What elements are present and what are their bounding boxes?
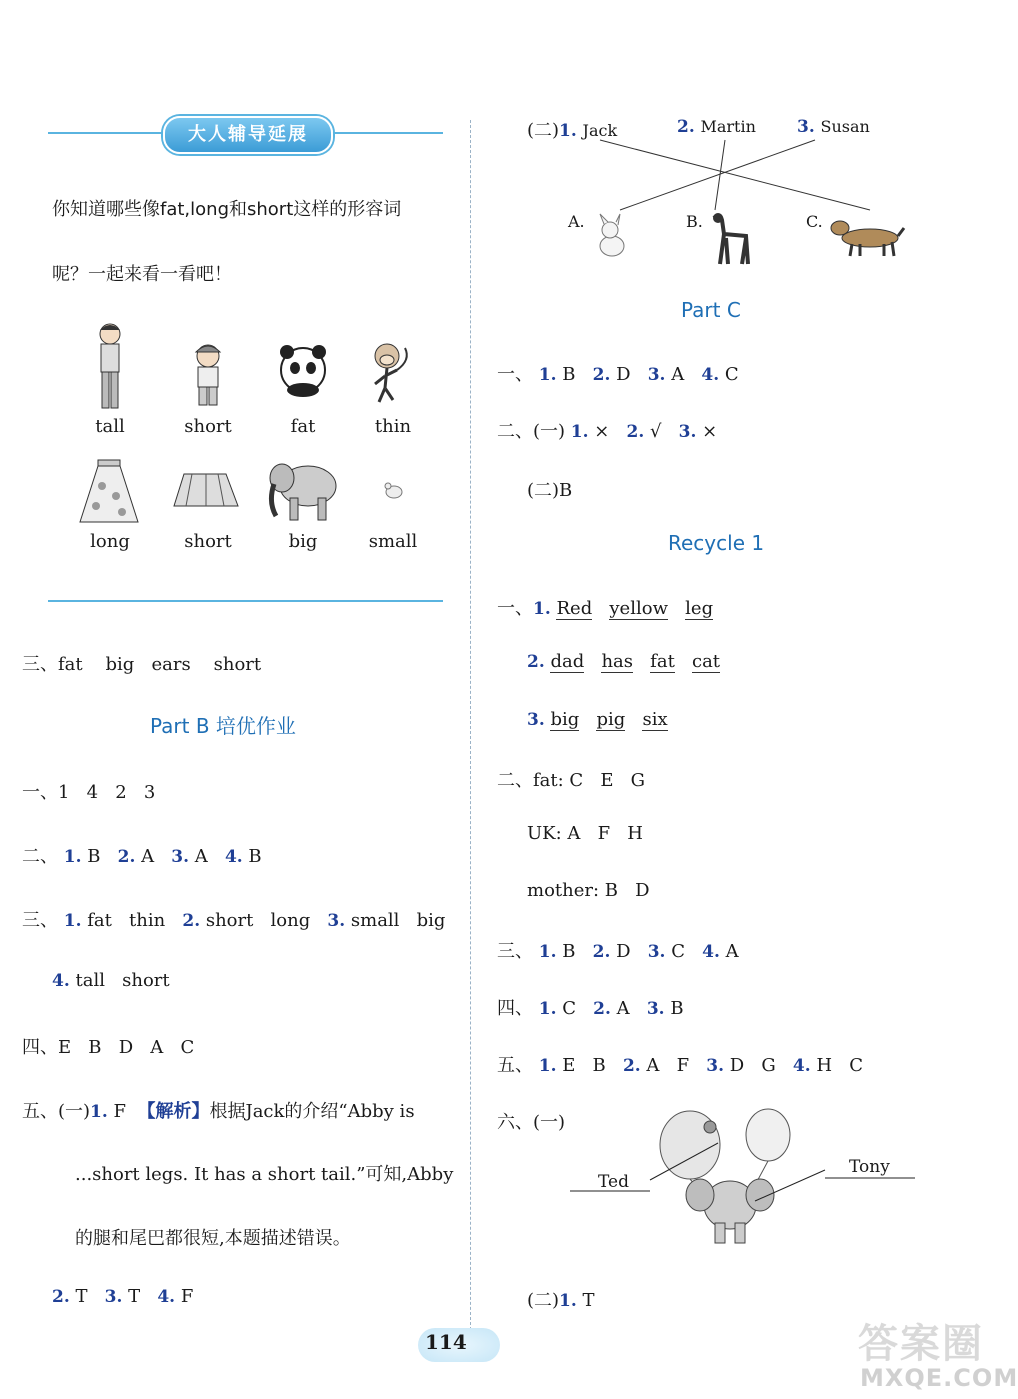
r-liu: 六、(一) [497,1112,566,1133]
left-san2-line2: 4. tall short [52,970,170,991]
r-wu: 五、 1. E B 2. A F 3. D G 4. H C [497,1055,864,1076]
word-short-1: short [184,416,232,437]
left-wu: 五、(一)1. F 【解析】根据Jack的介绍“Abby is [22,1101,415,1122]
left-si: 四、E B D A C [22,1037,195,1058]
r-er2: UK: A F H [527,823,643,844]
r-liu2: (二)1. T [527,1290,595,1311]
small-dog-illustration [592,212,632,264]
monkey-illustration [365,340,415,405]
intro-line-1: 你知道哪些像fat,long和short这样的形容词 [52,199,402,220]
intro-line-2: 呢？一起来看一看吧！ [52,264,232,285]
word-big: big [288,531,318,552]
c-er: 二、(一) 1. × 2. √ 3. × [497,421,718,442]
r-yi2: 2. dad has fat cat [527,651,721,672]
partc-title: Part C [681,298,741,322]
left-wu-line2: ...short legs. It has a short tail.”可知,Abby [75,1164,454,1185]
watermark-url: MXQE.COM [860,1364,1018,1392]
short-skirt-illustration [172,470,240,510]
c-er2: (二)B [527,480,573,501]
r-er1: 二、fat: C E G [497,770,646,791]
word-small: small [368,531,418,552]
match-name-martin: 2. Martin [677,117,756,137]
small-mouse-illustration [382,478,406,502]
r-yi3: 3. big pig six [527,709,668,730]
column-divider [470,120,471,1350]
banner-bottom-line [48,600,443,602]
recycle-title: Recycle 1 [668,531,765,555]
long-dog-illustration [826,212,906,262]
word-short-2: short [184,531,232,552]
banner-title: 大人辅导延展 [163,116,333,154]
word-long: long [90,531,130,552]
match-letter-a: A. [568,212,585,231]
r-er3: mother: B D [527,880,650,901]
match-prefix: (二)1. Jack [527,120,618,141]
word-fat: fat [290,416,316,437]
matching-lines [590,135,880,215]
tall-boy-illustration [90,322,130,412]
left-san2: 三、 1. fat thin 2. short long 3. small big [22,910,446,931]
r-yi1: 一、1. Red yellow leg [497,598,714,619]
panda-illustration [275,340,335,400]
elephant-illustration [268,458,344,522]
tall-dog-illustration [706,208,756,266]
page-number: 114 [425,1330,467,1354]
label-ted: Ted [598,1172,629,1192]
watermark-logo: 答案圈 [858,1321,984,1367]
partb-title: Part B 培优作业 [150,714,296,738]
left-er: 二、 1. B 2. A 3. A 4. B [22,846,262,867]
r-si: 四、 1. C 2. A 3. B [497,998,684,1019]
short-boy-illustration [188,340,228,410]
left-san: 三、fat big ears short [22,654,262,675]
left-yi: 一、1 4 2 3 [22,782,156,803]
left-wu-line3: 的腿和尾巴都很短,本题描述错误。 [75,1228,351,1249]
r-san: 三、 1. B 2. D 3. C 4. A [497,941,739,962]
word-tall: tall [95,416,125,437]
match-name-susan: 3. Susan [797,117,870,137]
long-skirt-illustration [78,458,140,524]
c-yi: 一、 1. B 2. D 3. A 4. C [497,364,739,385]
match-letter-b: B. [686,212,703,231]
word-thin: thin [374,416,412,437]
left-wu-line4: 2. T 3. T 4. F [52,1286,194,1307]
label-tony: Tony [849,1157,890,1177]
match-letter-c: C. [806,212,823,231]
